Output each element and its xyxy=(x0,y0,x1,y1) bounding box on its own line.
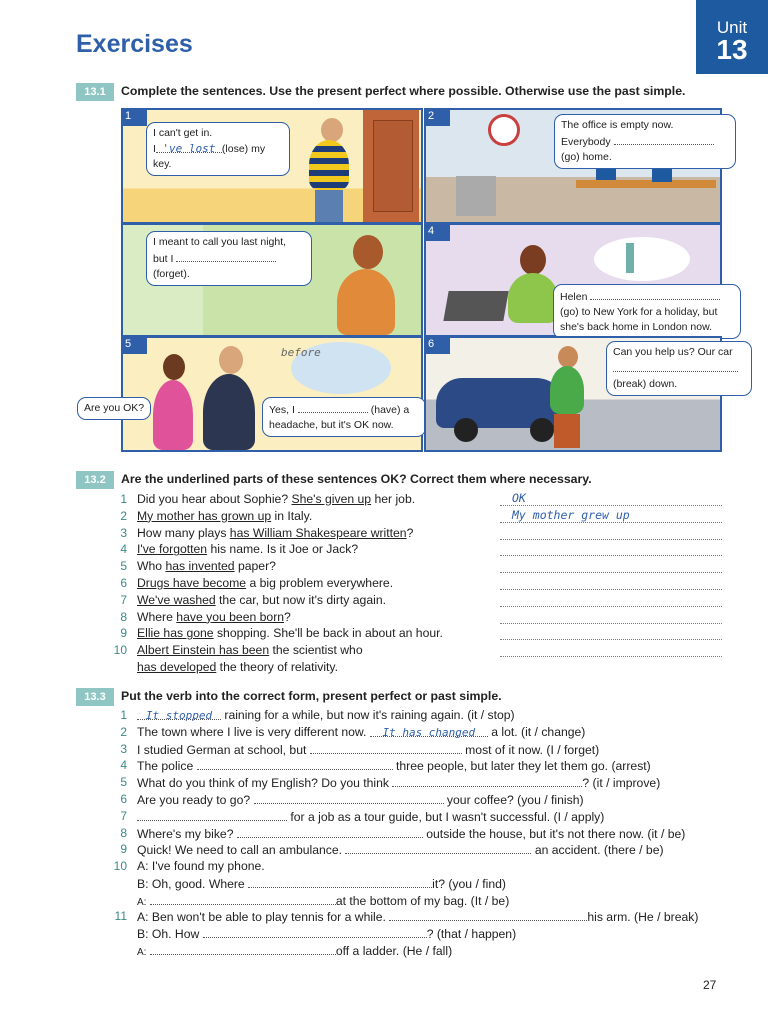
speech-bubble-3 xyxy=(146,231,312,286)
bubble-line: (forget). xyxy=(153,268,190,280)
list-item xyxy=(137,526,413,541)
unit-number: 13 xyxy=(716,34,748,65)
dialogue-text: it? (you / find) xyxy=(432,877,506,891)
sentence-text: I studied German at school, but xyxy=(137,742,310,757)
sentence-text: the car, but now it's dirty again. xyxy=(215,592,386,607)
bubble-line: key. xyxy=(153,158,172,170)
list-item xyxy=(137,742,599,758)
underlined-phrase: She's given up xyxy=(291,492,372,506)
bubble-line: The office is empty now. xyxy=(561,119,674,131)
bubble-line: (go) home. xyxy=(561,151,612,163)
underlined-phrase: have you been born xyxy=(176,609,285,624)
item-number: 1 xyxy=(120,492,127,506)
sentence-text: The town where I live is very different now. xyxy=(137,724,370,739)
dialogue-line xyxy=(137,909,698,925)
exercise-instruction: Complete the sentences. Use the present perfect where possible. Otherwise use the past simple. xyxy=(121,84,686,98)
sentence-text: for a job as a tour guide, but I wasn't successful. (I / apply) xyxy=(287,809,605,824)
list-item xyxy=(137,593,386,608)
list-item xyxy=(137,509,312,524)
speech-bubble-2 xyxy=(554,114,736,169)
item-number: 9 xyxy=(120,842,127,857)
answer-line[interactable] xyxy=(500,592,722,607)
answer-blank[interactable] xyxy=(150,943,336,955)
item-number: 5 xyxy=(120,775,127,790)
answer-blank[interactable] xyxy=(310,742,462,754)
page-number: 27 xyxy=(703,978,717,992)
sentence-text: ? (it / improve) xyxy=(582,776,661,791)
sentence-text: your coffee? (you / finish) xyxy=(443,793,584,807)
underlined-phrase: My mother has grown up xyxy=(137,508,272,523)
speech-bubble-1 xyxy=(146,122,290,176)
dialogue-text: off a ladder. (He / fall) xyxy=(335,944,453,958)
item-number: 6 xyxy=(120,792,127,806)
item-number: 7 xyxy=(120,808,127,823)
item-number: 10 xyxy=(113,643,127,658)
item-number: 2 xyxy=(120,508,127,523)
dialogue-text: B: Oh, good. Where xyxy=(137,877,245,891)
answer-blank[interactable] xyxy=(345,842,531,854)
answer-line[interactable] xyxy=(500,625,722,640)
clock-icon xyxy=(488,114,520,146)
item-number: 7 xyxy=(120,592,127,607)
panel-number: 5 xyxy=(125,338,132,350)
answer-blank[interactable] xyxy=(176,250,276,262)
sentence-text: his name. Is it Joe or Jack? xyxy=(207,542,359,557)
bubble-line: she's back home in London now. xyxy=(560,321,713,333)
sentence-text: Did you hear about Sophie? xyxy=(137,492,292,506)
sentence-text: ? xyxy=(284,609,291,624)
panel-number: 6 xyxy=(428,338,435,350)
answer-line[interactable] xyxy=(500,642,722,657)
item-number: 9 xyxy=(120,626,127,641)
item-number: 1 xyxy=(120,708,127,722)
underlined-phrase: has developed xyxy=(137,660,217,674)
sentence-text: the theory of relativity. xyxy=(216,660,338,674)
sentence-text: Who xyxy=(137,559,166,574)
list-item xyxy=(137,792,584,808)
answer-line[interactable] xyxy=(500,541,722,556)
list-item xyxy=(137,758,651,774)
list-item xyxy=(137,809,604,825)
panel-number: 1 xyxy=(125,110,132,122)
list-item xyxy=(137,576,393,591)
answer-blank[interactable] xyxy=(392,775,582,787)
item-number: 5 xyxy=(120,559,127,574)
item-number: 4 xyxy=(120,758,127,773)
list-item xyxy=(137,559,276,574)
exercise-badge: 13.3 xyxy=(76,688,114,706)
sentence-text: three people, but later they let them go. (arrest) xyxy=(392,759,651,774)
answer-blank[interactable]: It has changed xyxy=(370,725,488,737)
underlined-phrase: We've washed xyxy=(137,592,216,607)
sentence-text: The police xyxy=(137,759,197,774)
list-item xyxy=(137,826,685,842)
underlined-phrase: Albert Einstein has been xyxy=(137,643,270,658)
statue-of-liberty-icon xyxy=(626,243,634,273)
answer-blank[interactable] xyxy=(389,909,587,921)
answer-blank[interactable] xyxy=(298,401,368,413)
answer-blank[interactable] xyxy=(197,758,393,770)
answer-line[interactable] xyxy=(500,575,722,590)
sentence-text: the scientist who xyxy=(269,643,363,658)
answer-blank[interactable] xyxy=(590,288,720,300)
list-item xyxy=(137,842,664,858)
exercise-instruction: Are the underlined parts of these sentences OK? Correct them where necessary. xyxy=(121,472,592,486)
exercise-badge: 13.1 xyxy=(76,83,114,101)
unit-label: Unit xyxy=(716,18,748,37)
list-item xyxy=(137,492,415,507)
item-number: 3 xyxy=(120,741,127,756)
underlined-phrase: has invented xyxy=(165,559,235,574)
sentence-text: in Italy. xyxy=(271,508,313,523)
sentence-text: Where xyxy=(137,609,177,624)
bubble-line: Helen xyxy=(560,291,588,303)
speech-bubble-6 xyxy=(606,341,752,396)
list-item-10-continued xyxy=(137,660,338,675)
dialogue-text: at the bottom of my bag. (It / be) xyxy=(335,894,510,908)
sentence-text: What do you think of my English? Do you think xyxy=(137,776,393,791)
answer-blank[interactable] xyxy=(137,809,287,821)
thought-text: before xyxy=(281,346,321,359)
bubble-line: Can you help us? Our car xyxy=(613,346,733,358)
bubble-line: Yes, I xyxy=(269,404,295,416)
answer-line[interactable]: My mother grew up xyxy=(500,508,722,523)
dialogue-text: ? (that / happen) xyxy=(426,927,517,941)
bubble-line: (have) a xyxy=(370,404,410,416)
dialogue-text: B: Oh. How xyxy=(137,927,200,941)
item-number: 8 xyxy=(120,609,127,624)
sentence-text: a big problem everywhere. xyxy=(246,576,394,590)
item-number: 4 xyxy=(120,542,127,557)
dialogue-line xyxy=(137,876,506,892)
list-item xyxy=(137,775,660,791)
answer-blank[interactable]: It stopped xyxy=(137,708,221,720)
answer-blank[interactable] xyxy=(237,826,423,838)
underlined-phrase: has William Shakespeare written xyxy=(229,525,407,540)
list-item xyxy=(137,610,291,625)
answer-blank[interactable]: 've lost xyxy=(156,141,222,153)
answer-blank[interactable] xyxy=(614,133,714,145)
speaker-label: A: xyxy=(137,897,147,908)
sentence-text: most of it now. (I / forget) xyxy=(461,742,600,757)
bubble-line: I meant to call you last night, xyxy=(153,236,287,248)
dialogue-line xyxy=(137,926,516,942)
answer-blank[interactable] xyxy=(203,926,427,938)
sentence-text: ? xyxy=(406,525,414,540)
exercise-instruction: Put the verb into the correct form, present perfect or past simple. xyxy=(121,689,502,703)
laptop-icon xyxy=(443,291,508,321)
bubble-line: (lose) my xyxy=(221,143,266,155)
sentence-text: a lot. (it / change) xyxy=(487,724,586,739)
sentence-text: Are you ready to go? xyxy=(137,793,254,807)
item-number: 10 xyxy=(113,859,127,873)
item-number: 11 xyxy=(114,909,127,923)
dialogue-line: A: I've found my phone. xyxy=(137,859,265,873)
answer-line[interactable] xyxy=(500,525,722,540)
answer-blank[interactable] xyxy=(248,876,432,888)
speaker-label: A: xyxy=(137,947,147,958)
item-number: 6 xyxy=(120,576,127,590)
sentence-text: Quick! We need to call an ambulance. xyxy=(137,843,346,858)
dialogue-text: A: Ben won't be able to play tennis for a while. xyxy=(137,910,386,924)
list-item xyxy=(137,725,585,740)
bubble-line: but I xyxy=(153,253,174,265)
underlined-phrase: Drugs have become xyxy=(137,576,247,590)
underlined-phrase: Ellie has gone xyxy=(137,626,214,641)
dialogue-line xyxy=(137,943,452,960)
sentence-text: shopping. She'll be back in about an hour. xyxy=(213,626,443,641)
sentence-text: an accident. (there / be) xyxy=(531,843,664,858)
item-number: 8 xyxy=(120,825,127,840)
underlined-phrase: I've forgotten xyxy=(137,542,208,557)
sentence-text: outside the house, but it's not there now. (it / be) xyxy=(422,826,686,841)
item-number: 3 xyxy=(120,525,127,540)
page-title: Exercises xyxy=(76,30,193,58)
dialogue-line xyxy=(137,893,509,910)
exercise-badge: 13.2 xyxy=(76,471,114,489)
panel-number: 2 xyxy=(428,110,435,122)
item-number: 2 xyxy=(120,724,127,739)
answer-blank[interactable] xyxy=(613,360,738,372)
list-item xyxy=(137,542,358,557)
answer-blank[interactable] xyxy=(150,893,336,905)
answer-line[interactable]: OK xyxy=(500,491,722,506)
bubble-line: (go) to New York for a holiday, but xyxy=(560,306,718,318)
list-item xyxy=(137,708,515,723)
sentence-text: paper? xyxy=(234,559,276,574)
bubble-line: Everybody xyxy=(561,136,611,148)
speech-bubble-4 xyxy=(553,284,741,339)
dialogue-text: his arm. (He / break) xyxy=(587,910,699,924)
list-item xyxy=(137,643,363,658)
sentence-text: How many plays xyxy=(137,525,230,540)
thought-cloud xyxy=(594,237,690,281)
speech-bubble-5a xyxy=(77,397,151,420)
bubble-line: I can't get in. xyxy=(153,127,213,139)
bubble-line: Are you OK? xyxy=(84,402,145,414)
unit-tab xyxy=(696,0,768,74)
speech-bubble-5b xyxy=(262,397,426,437)
list-item xyxy=(137,626,443,641)
bubble-line: I xyxy=(153,143,156,155)
panel-number: 4 xyxy=(428,225,435,237)
answer-line[interactable] xyxy=(500,558,722,573)
sentence-text: her job. xyxy=(371,492,416,506)
answer-blank[interactable] xyxy=(254,792,444,804)
bubble-line: (break) down. xyxy=(613,378,678,390)
sentence-text: Where's my bike? xyxy=(137,826,237,841)
answer-line[interactable] xyxy=(500,609,722,624)
sentence-text: raining for a while, but now it's raining again. (it / stop) xyxy=(221,708,515,722)
bubble-line: headache, but it's OK now. xyxy=(269,419,394,431)
